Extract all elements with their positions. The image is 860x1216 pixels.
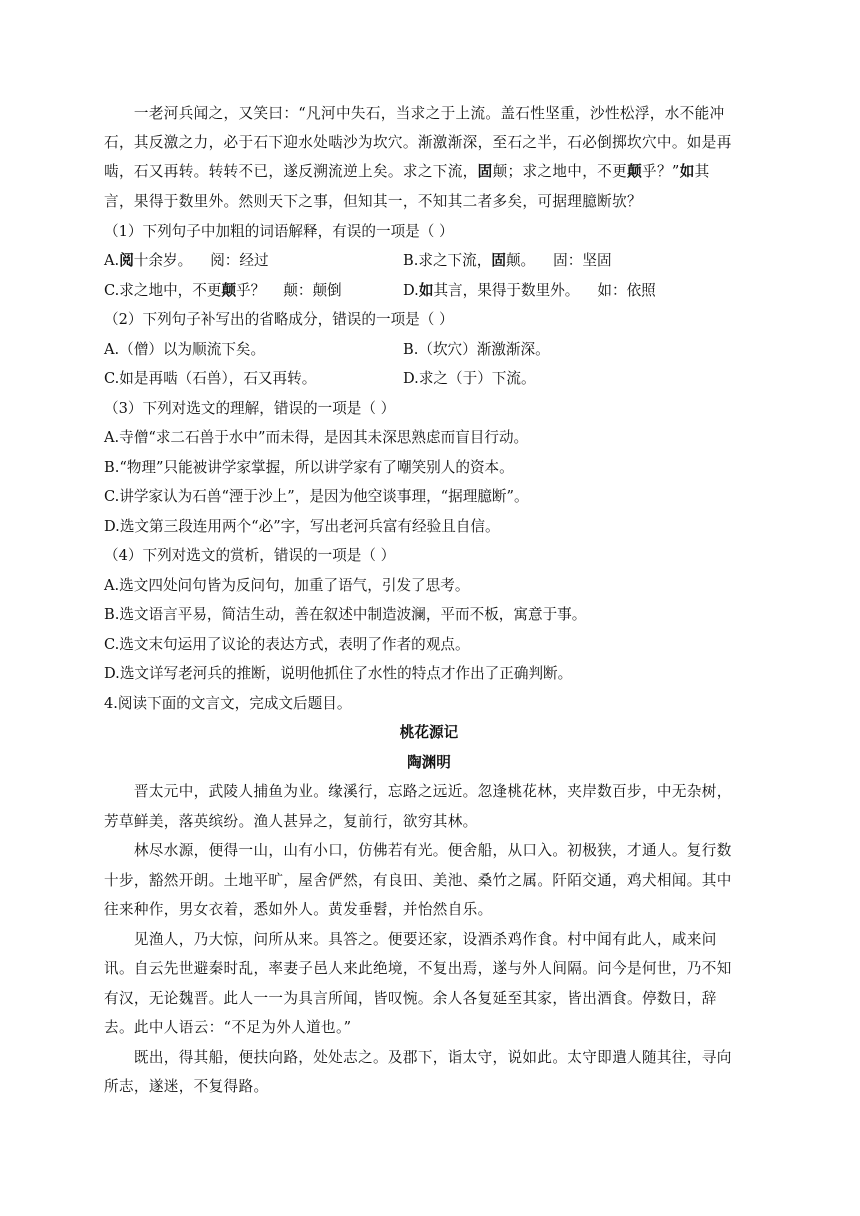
question-1-stem: （1）下列句子中加粗的词语解释，有误的一项是（ ） xyxy=(104,223,454,240)
passage-line: 林尽水源，便得一山，山有小口，仿佛若有光。便舍船，从口入。初极狭，才通人。复行数 xyxy=(104,842,732,859)
option-b: B.求之下流，固颠。 固：坚固 xyxy=(403,252,612,269)
option-a: A.阅十余岁。 阅：经过 xyxy=(104,252,269,269)
passage-line: 去。此中人语云：“不足为外人道也。” xyxy=(104,1019,352,1036)
passage-line: 见渔人，乃大惊，问所从来。具答之。便要还家，设酒杀鸡作食。村中闻有此人，咸来问 xyxy=(104,931,717,948)
passage-line: 往来种作，男女衣着，悉如外人。黄发垂髫，并怡然自乐。 xyxy=(104,901,493,918)
question-1-row-cd xyxy=(104,281,754,301)
option-a: A.选文四处问句皆为反问句，加重了语气，引发了思考。 xyxy=(104,577,470,594)
question-3-stem: （3）下列对选文的理解，错误的一项是（ ） xyxy=(104,400,396,417)
passage-title: 桃花源记 xyxy=(399,724,459,741)
option-b: B.“物理”只能被讲学家掌握，所以讲学家有了嘲笑别人的资本。 xyxy=(104,459,514,476)
option-c: C.如是再啮（石兽），石又再转。 xyxy=(104,370,317,387)
option-c: C.讲学家认为石兽“湮于沙上”，是因为他空谈事理，“据理臆断”。 xyxy=(104,488,529,505)
passage-line: 言，果得于数里外。然则天下之事，但知其一，不知其二者多矣，可据理臆断欤？ xyxy=(104,193,642,210)
option-a: A.（僧）以为顺流下矣。 xyxy=(104,341,266,358)
passage-line: 十步，豁然开朗。土地平旷，屋舍俨然，有良田、美池、桑竹之属。阡陌交通，鸡犬相闻。其中 xyxy=(104,872,732,889)
question-2-row-cd xyxy=(104,369,754,389)
question-1-row-ab xyxy=(104,251,754,271)
option-d: D.选文第三段连用两个“必”字，写出老河兵富有经验且自信。 xyxy=(104,518,500,535)
option-c: C.求之地中，不更颠乎？ 颠：颠倒 xyxy=(104,282,342,299)
option-b: B.选文语言平易，简洁生动，善在叙述中制造波澜，平而不板，寓意于事。 xyxy=(104,606,587,623)
next-question-heading: 4.阅读下面的文言文，完成文后题目。 xyxy=(104,695,352,712)
option-c: C.选文末句运用了议论的表达方式，表明了作者的观点。 xyxy=(104,636,470,653)
option-d: D.如其言，果得于数里外。 如：依照 xyxy=(403,282,656,299)
option-d: D.求之（于）下流。 xyxy=(403,370,536,387)
passage-line: 芳草鲜美，落英缤纷。渔人甚异之，复前行，欲穷其林。 xyxy=(104,813,478,830)
question-2-row-ab xyxy=(104,340,754,360)
question-4-stem: （4）下列对选文的赏析，错误的一项是（ ） xyxy=(104,547,396,564)
option-d: D.选文详写老河兵的推断，说明他抓住了水性的特点才作出了正确判断。 xyxy=(104,665,573,682)
passage-line: 所志，遂迷，不复得路。 xyxy=(104,1078,269,1095)
option-b: B.（坎穴）渐激渐深。 xyxy=(403,341,550,358)
passage-line: 晋太元中，武陵人捕鱼为业。缘溪行，忘路之远近。忽逢桃花林，夹岸数百步，中无杂树， xyxy=(104,783,732,800)
passage-author: 陶渊明 xyxy=(407,754,451,771)
passage-line: 既出，得其船，便扶向路，处处志之。及郡下，诣太守，说如此。太守即遣人随其往，寻向 xyxy=(104,1049,732,1066)
passage-line: 啮，石又再转。转转不已，遂反溯流逆上矣。求之下流，固颠；求之地中，不更颠乎？”如其 xyxy=(104,163,710,180)
passage-line: 讯。自云先世避秦时乱，率妻子邑人来此绝境，不复出焉，遂与外人间隔。问今是何世，乃不知 xyxy=(104,960,732,977)
passage-line: 石，其反激之力，必于石下迎水处啮沙为坎穴。渐激渐深，至石之半，石必倒掷坎穴中。如是再 xyxy=(104,134,732,151)
passage-line: 一老河兵闻之，又笑曰：“凡河中失石，当求之于上流。盖石性坚重，沙性松浮，水不能冲 xyxy=(104,105,725,122)
passage-line: 有汉，无论魏晋。此人一一为具言所闻，皆叹惋。余人各复延至其家，皆出酒食。停数日，辞 xyxy=(104,990,717,1007)
option-a: A.寺僧“求二石兽于水中”而未得，是因其未深思熟虑而盲目行动。 xyxy=(104,429,529,446)
question-2-stem: （2）下列句子补写出的省略成分，错误的一项是（ ） xyxy=(104,311,454,328)
